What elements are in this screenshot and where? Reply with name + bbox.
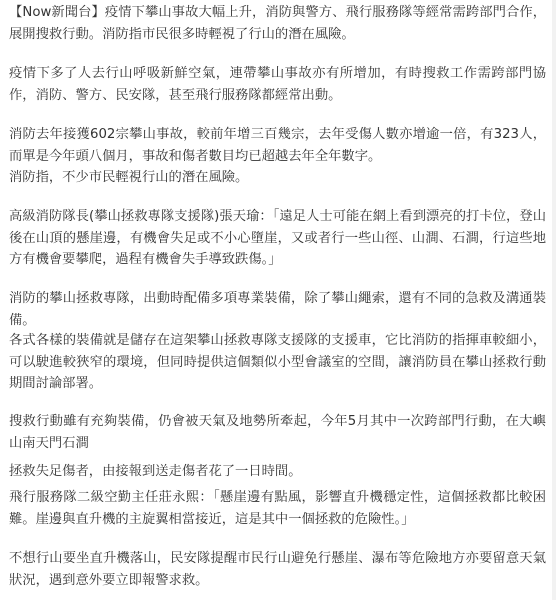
article-paragraph: 不想行山要坐直升機落山，民安隊提醒市民行山避免行懸崖、瀑布等危險地方亦要留意天氣狀況，遇到意外要立即報警求救。 (9, 551, 546, 588)
article-paragraph: 各式各樣的裝備就是儲存在這架攀山拯救專隊支援隊的支援車，它比消防的指揮車較細小，可以駛進較狹窄的環境，但同時提供這個類似小型會議室的空間，讓消防員在攀山拯救行動期間討論部署。 (9, 333, 546, 391)
lead-text: 疫情下攀山事故大幅上升，消防與警方、飛行服務隊等經常需跨部門合作，展開搜救行動。消防指市民很多時輕視了行山的潛在風險。 (9, 5, 547, 42)
article-paragraph-lead (9, 2, 546, 45)
article-paragraph: 消防去年接獲602宗攀山事故，較前年增三百幾宗，去年受傷人數亦增逾一倍，有323人，而單是今年頭八個月，事故和傷者數目均已超越去年全年數字。 (9, 127, 546, 164)
article-paragraph: 消防的攀山拯救專隊，出動時配備多項專業裝備，除了攀山繩索，還有不同的急救及溝通裝備。 (9, 291, 546, 328)
article-paragraph: 拯救失足傷者，由接報到送走傷者花了一日時間。 (9, 464, 302, 479)
article-paragraph: 疫情下多了人去行山呼吸新鮮空氣，連帶攀山事故亦有所增加，有時搜救工作需跨部門協作，消防、警方、民安隊，甚至飛行服務隊都經常出動。 (9, 66, 546, 103)
article-paragraph-quote: 飛行服務隊二級空勤主任莊永熙：「懸崖邊有點風，影響直升機穩定性，這個拯救都比較困難。崖邊與直升機的主旋翼相當接近，這是其中一個拯救的危險性。」 (9, 490, 546, 527)
article-paragraph: 搜救行動雖有充夠裝備，仍會被天氣及地勢所牽起，今年5月其中一次跨部門行動，在大嶼山南天門石澗 (9, 414, 546, 451)
page-scrollbar[interactable] (552, 0, 556, 600)
article-paragraph-quote: 高級消防隊長(攀山拯救專隊支援隊)張天瑜：「遠足人士可能在網上看到漂亮的打卡位，登山後在山頂的懸崖邊，有機會失足或不小心墮崖，又或者行一些山徑、山澗、石澗，行這些地方有機會要攀爬，過程有機會失手導致跌傷。」 (9, 209, 546, 267)
source-tag: 【Now新聞台】 (9, 5, 105, 20)
article-paragraph: 消防指，不少市民輕視行山的潛在風險。 (9, 170, 249, 185)
